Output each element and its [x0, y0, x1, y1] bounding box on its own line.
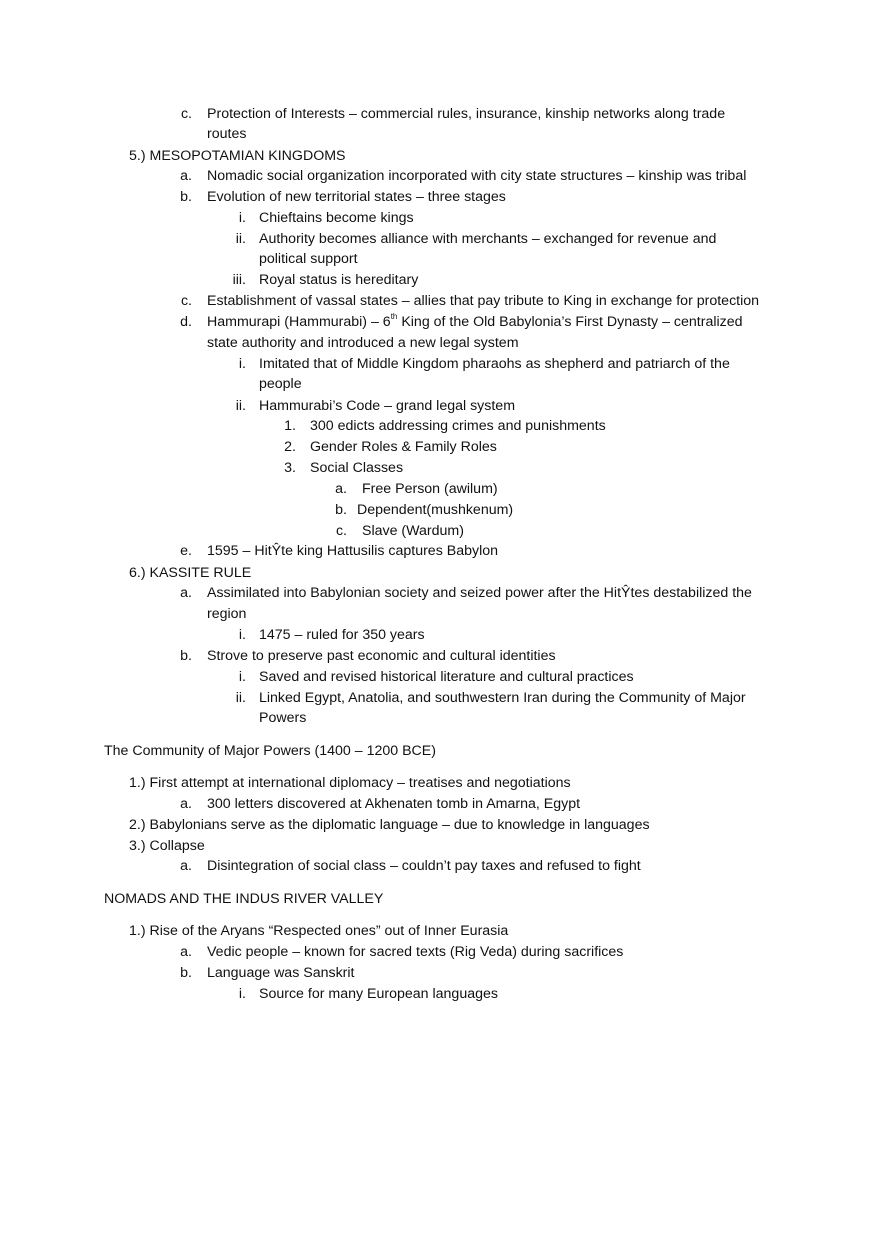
- list-text: 300 letters discovered at Akhenaten tomb in Amarna, Egypt: [207, 796, 581, 812]
- list-text-part: King of the Old Babylonia’s First Dynasty – centralized: [397, 314, 743, 330]
- outline-line: [259, 249, 358, 269]
- list-text: Language was Sanskrit: [207, 965, 355, 981]
- list-text: Establishment of vassal states – allies that pay tribute to King in exchange for protection: [207, 293, 760, 309]
- list-text-part: Hammurapi (Hammurabi) – 6: [207, 314, 391, 330]
- list-text: political support: [259, 251, 358, 267]
- list-marker: 1.: [284, 418, 296, 434]
- list-marker: b.: [180, 189, 192, 205]
- list-marker: e.: [180, 543, 192, 559]
- list-text: Disintegration of social class – couldn’t pay taxes and refused to fight: [207, 858, 641, 874]
- outline-line: [129, 836, 205, 856]
- list-text: 1475 – ruled for 350 years: [259, 627, 425, 643]
- list-text: The Community of Major Powers (1400 – 1200 BCE): [104, 743, 436, 759]
- list-text: Social Classes: [310, 460, 404, 476]
- outline-line: [129, 815, 650, 835]
- list-text: 300 edicts addressing crimes and punishments: [310, 418, 606, 434]
- list-text: Chieftains become kings: [259, 210, 414, 226]
- list-text: [207, 312, 743, 332]
- list-marker: c.: [335, 523, 347, 539]
- list-marker: ii.: [235, 231, 246, 247]
- outline-line: [207, 333, 519, 353]
- section-heading: [129, 563, 251, 583]
- list-text: Strove to preserve past economic and cultural identities: [207, 648, 556, 664]
- list-marker: a.: [180, 585, 192, 601]
- list-text: Linked Egypt, Anatolia, and southwestern Iran during the Community of Major: [259, 690, 746, 706]
- section-title: [104, 741, 436, 761]
- list-marker: c.: [180, 293, 192, 309]
- list-text: Gender Roles & Family Roles: [310, 439, 497, 455]
- list-text: Dependent(mushkenum): [357, 502, 514, 518]
- list-text: Assimilated into Babylonian society and seized power after the HitŶtes destabilized the: [207, 585, 752, 601]
- list-text: 3.) Collapse: [129, 838, 205, 854]
- list-text: Royal status is hereditary: [259, 272, 419, 288]
- list-text: Saved and revised historical literature and cultural practices: [259, 669, 634, 685]
- list-marker: ii.: [235, 690, 246, 706]
- list-text: region: [207, 606, 247, 622]
- list-text: state authority and introduced a new legal system: [207, 335, 519, 351]
- list-text: 1595 – HitŶte king Hattusilis captures Babylon: [207, 543, 499, 559]
- list-marker: b.: [180, 965, 192, 981]
- list-text: Authority becomes alliance with merchants – exchanged for revenue and: [259, 231, 717, 247]
- list-text: 1.) Rise of the Aryans “Respected ones” out of Inner Eurasia: [129, 923, 509, 939]
- list-text: 5.) MESOPOTAMIAN KINGDOMS: [129, 148, 346, 164]
- list-marker: a.: [180, 168, 192, 184]
- list-text: Source for many European languages: [259, 986, 498, 1002]
- list-text: Slave (Wardum): [362, 523, 464, 539]
- list-marker: a.: [180, 796, 192, 812]
- list-text: 2.) Babylonians serve as the diplomatic language – due to knowledge in languages: [129, 817, 650, 833]
- list-marker: 2.: [284, 439, 296, 455]
- list-marker: d.: [180, 314, 192, 330]
- list-marker: i.: [238, 627, 246, 643]
- list-marker: ii.: [235, 398, 246, 414]
- outline-line: [207, 124, 246, 144]
- list-text: Hammurabi’s Code – grand legal system: [259, 398, 516, 414]
- outline-line: [129, 921, 508, 941]
- list-text: 1.) First attempt at international diplomacy – treatises and negotiations: [129, 775, 571, 791]
- list-text: Vedic people – known for sacred texts (Rig Veda) during sacrifices: [207, 944, 624, 960]
- outline-line: [259, 708, 306, 728]
- list-marker: b.: [180, 648, 192, 664]
- outline-line: [129, 773, 571, 793]
- list-marker: a.: [180, 858, 192, 874]
- list-marker: a.: [180, 944, 192, 960]
- list-text: 6.) KASSITE RULE: [129, 565, 252, 581]
- list-marker: i.: [238, 210, 246, 226]
- list-text: Protection of Interests – commercial rules, insurance, kinship networks along trade: [207, 106, 726, 122]
- list-marker: i.: [238, 669, 246, 685]
- list-text: Nomadic social organization incorporated with city state structures – kinship was tribal: [207, 168, 747, 184]
- outline-line: [259, 374, 302, 394]
- list-marker: 3.: [284, 460, 296, 476]
- section-title: [104, 889, 383, 909]
- list-text: Free Person (awilum): [362, 481, 498, 497]
- list-text: routes: [207, 126, 247, 142]
- section-heading: [129, 146, 346, 166]
- list-text: Imitated that of Middle Kingdom pharaohs as shepherd and patriarch of the: [259, 356, 730, 372]
- list-marker: c.: [180, 106, 192, 122]
- list-marker: iii.: [232, 272, 246, 288]
- list-text: people: [259, 376, 302, 392]
- superscript: th: [390, 312, 398, 322]
- list-text: Powers: [259, 710, 307, 726]
- outline-line: [207, 604, 246, 624]
- list-text: NOMADS AND THE INDUS RIVER VALLEY: [104, 891, 384, 907]
- list-marker: b.: [335, 502, 347, 518]
- list-marker: a.: [335, 481, 347, 497]
- list-marker: i.: [238, 986, 246, 1002]
- list-text: Evolution of new territorial states – three stages: [207, 189, 506, 205]
- list-marker: i.: [238, 356, 246, 372]
